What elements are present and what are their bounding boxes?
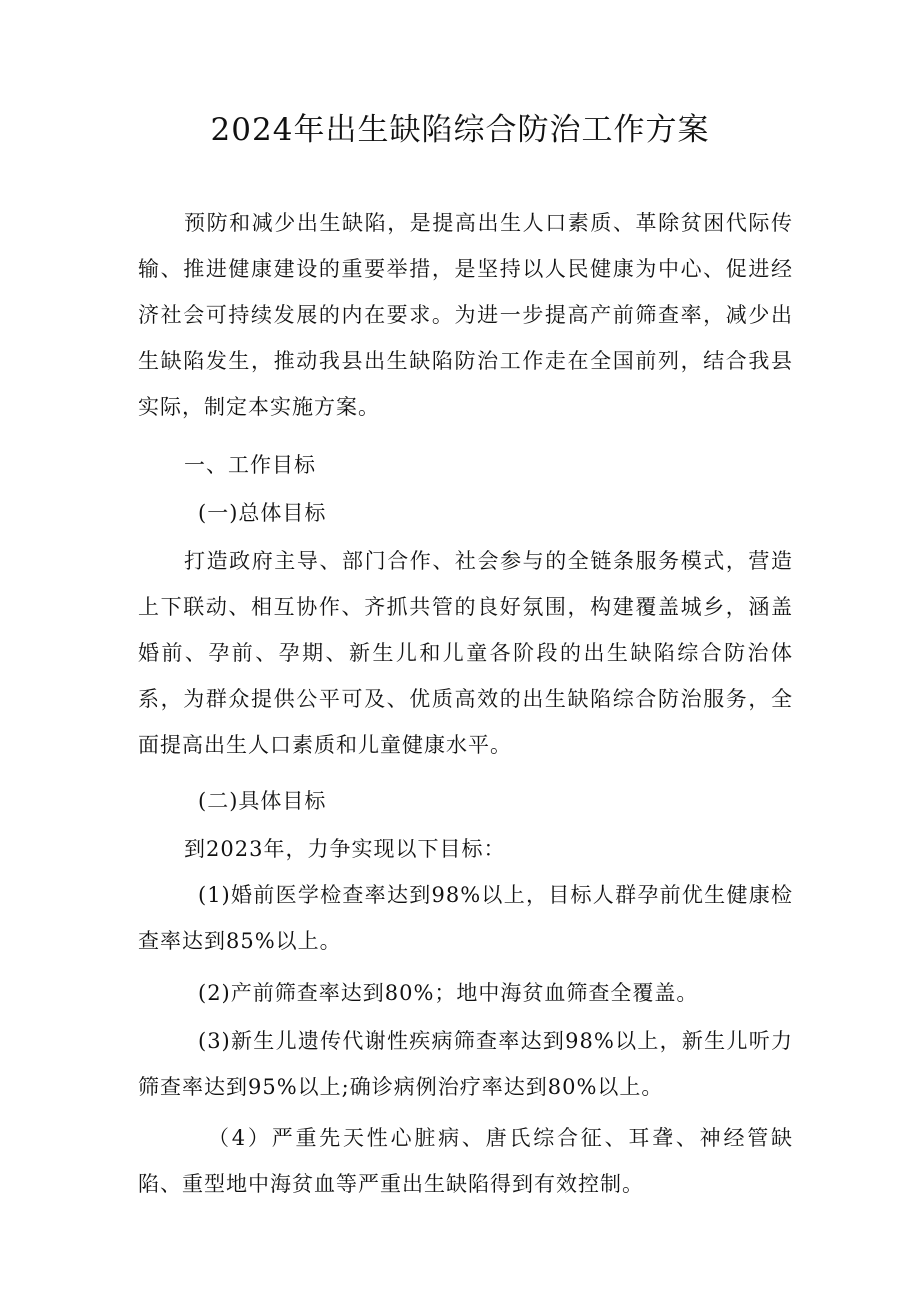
goal-item-1: (1)婚前医学检查率达到98%以上，目标人群孕前优生健康检查率达到85%以上。	[138, 883, 793, 953]
goal-item-2: (2)产前筛查率达到80%；地中海贫血筛查全覆盖。	[198, 981, 699, 1005]
document-title: 2024年出生缺陷综合防治工作方案	[210, 112, 710, 148]
specific-goals-lead: 到2023年，力争实现以下目标：	[184, 837, 506, 861]
goal-item-4: （4）严重先天性心脏病、唐氏综合征、耳聋、神经管缺陷、重型地中海贫血等严重出生缺陷得到有效控制。	[138, 1126, 793, 1196]
intro-paragraph: 预防和减少出生缺陷，是提高出生人口素质、革除贫困代际传输、推进健康建设的重要举措，是坚持以人民健康为中心、促进经济社会可持续发展的内在要求。为进一步提高产前筛查率，减少出生缺陷发生，推动我县出生缺陷防治工作走在全国前列，结合我县实际，制定本实施方案。	[138, 211, 793, 419]
goal-item-3: (3)新生儿遗传代谢性疾病筛查率达到98%以上，新生儿听力筛查率达到95%以上;确诊病例治疗率达到80%以上。	[138, 1029, 793, 1099]
section-heading-work-goals: 一、工作目标	[184, 453, 316, 477]
subsection-heading-overall-goals: (一)总体目标	[198, 501, 327, 525]
subsection-heading-specific-goals: (二)具体目标	[198, 789, 327, 813]
overall-goals-paragraph: 打造政府主导、部门合作、社会参与的全链条服务模式，营造上下联动、相互协作、齐抓共管的良好氛围，构建覆盖城乡，涵盖婚前、孕前、孕期、新生儿和儿童各阶段的出生缺陷综合防治体系，为群众提供公平可及、优质高效的出生缺陷综合防治服务，全面提高出生人口素质和儿童健康水平。	[138, 549, 793, 757]
